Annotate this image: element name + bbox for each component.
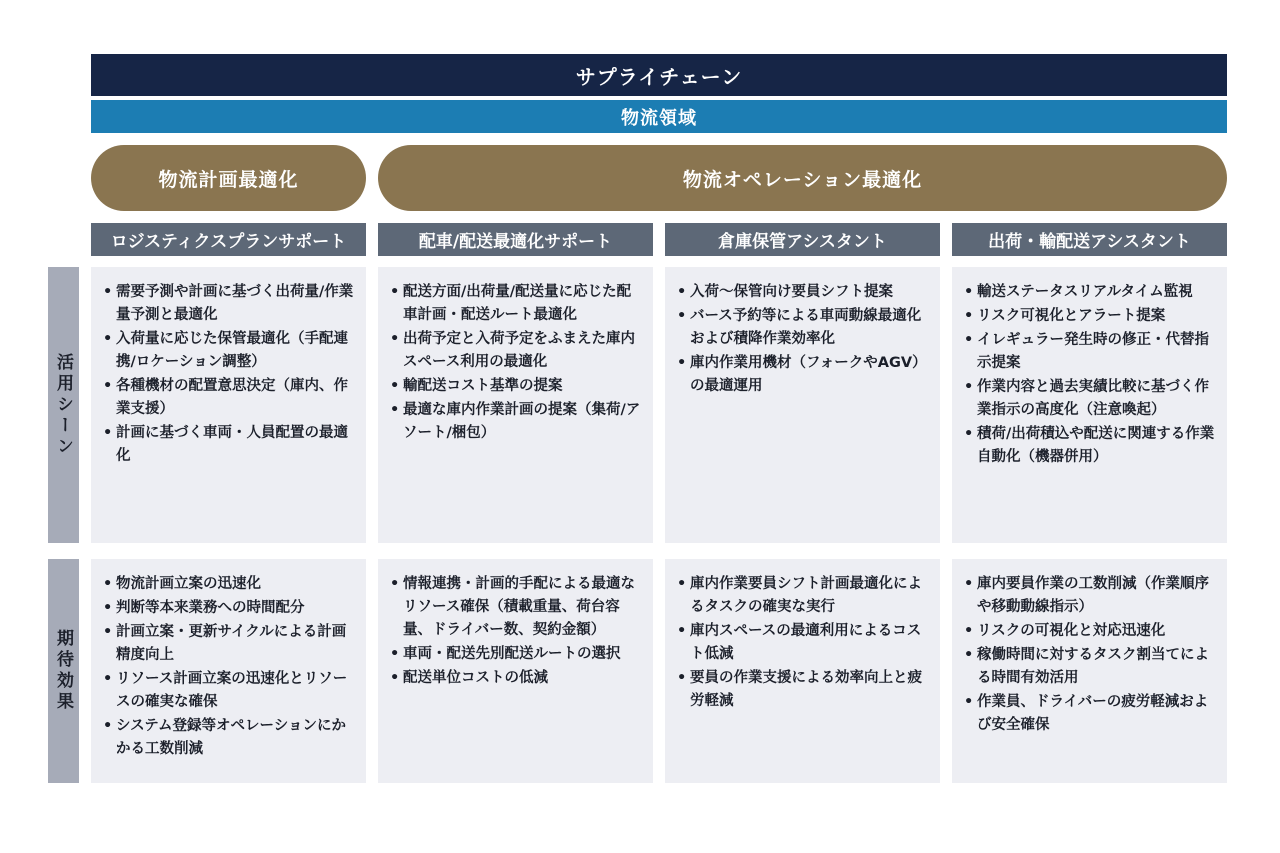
category-operation-optimization: 物流オペレーション最適化 <box>378 145 1227 211</box>
bullet-list <box>677 281 930 398</box>
bullet-item: • 積荷/出荷積込や配送に関連する作業自動化（機器併用） <box>964 423 1217 469</box>
bullet-item: • 入荷〜保管向け要員シフト提案 <box>677 281 930 304</box>
bullet-item: • 計画に基づく車両・人員配置の最適化 <box>103 422 356 468</box>
bullet-item: • 各種機材の配置意思決定（庫内、作業支援） <box>103 375 356 421</box>
bullet-item: • 物流計画立案の迅速化 <box>103 573 356 596</box>
bullet-item: • 庫内スペースの最適利用によるコスト低減 <box>677 620 930 666</box>
bullet-list <box>390 573 643 690</box>
bullet-item: • 車両・配送先別配送ルートの選択 <box>390 643 643 666</box>
logistics-domain-band: 物流領域 <box>91 100 1227 133</box>
cell-use-scenes-logistics-plan <box>91 267 366 543</box>
bullet-item: • システム登録等オペレーションにかかる工数削減 <box>103 715 356 761</box>
column-header-warehouse-storage-assistant: 倉庫保管アシスタント <box>665 223 940 256</box>
bullet-item: • リスクの可視化と対応迅速化 <box>964 620 1217 643</box>
cell-expected-effects-shipping-delivery <box>952 559 1227 783</box>
column-header-shipping-delivery-assistant: 出荷・輸配送アシスタント <box>952 223 1227 256</box>
cell-use-scenes-shipping-delivery <box>952 267 1227 543</box>
bullet-list <box>103 573 356 761</box>
cell-expected-effects-warehouse-storage <box>665 559 940 783</box>
cell-use-scenes-warehouse-storage <box>665 267 940 543</box>
bullet-item: • 作業内容と過去実績比較に基づく作業指示の高度化（注意喚起） <box>964 376 1217 422</box>
bullet-item: • 情報連携・計画的手配による最適なリソース確保（積載重量、荷台容量、ドライバー数、契約金額） <box>390 573 643 642</box>
bullet-item: • 作業員、ドライバーの疲労軽減および安全確保 <box>964 691 1217 737</box>
bullet-list <box>677 573 930 713</box>
bullet-item: • 配送方面/出荷量/配送量に応じた配車計画・配送ルート最適化 <box>390 281 643 327</box>
bullet-list <box>964 281 1217 469</box>
bullet-item: • 輸配送コスト基準の提案 <box>390 375 643 398</box>
bullet-item: • 要員の作業支援による効率向上と疲労軽減 <box>677 667 930 713</box>
bullet-item: • 入荷量に応じた保管最適化（手配連携/ロケーション調整） <box>103 328 356 374</box>
bullet-list <box>964 573 1217 737</box>
bullet-item: • 計画立案・更新サイクルによる計画精度向上 <box>103 621 356 667</box>
bullet-item: • 輸送ステータスリアルタイム監視 <box>964 281 1217 304</box>
row-label-expected-effects: 期待効果 <box>48 559 79 783</box>
bullet-item: • 判断等本来業務への時間配分 <box>103 597 356 620</box>
bullet-list <box>390 281 643 445</box>
bullet-list <box>103 281 356 468</box>
bullet-item: • リソース計画立案の迅速化とリソースの確実な確保 <box>103 668 356 714</box>
bullet-item: • イレギュラー発生時の修正・代替指示提案 <box>964 329 1217 375</box>
bullet-item: • 庫内作業要員シフト計画最適化によるタスクの確実な実行 <box>677 573 930 619</box>
bullet-item: • リスク可視化とアラート提案 <box>964 305 1217 328</box>
row-label-use-scenes: 活用シーン <box>48 267 79 543</box>
bullet-item: • 庫内作業用機材（フォークやAGV）の最適運用 <box>677 352 930 398</box>
bullet-item: • 庫内要員作業の工数削減（作業順序や移動動線指示） <box>964 573 1217 619</box>
bullet-item: • 出荷予定と入荷予定をふまえた庫内スペース利用の最適化 <box>390 328 643 374</box>
cell-expected-effects-dispatch-delivery <box>378 559 653 783</box>
cell-expected-effects-logistics-plan <box>91 559 366 783</box>
bullet-item: • バース予約等による車両動線最適化および積降作業効率化 <box>677 305 930 351</box>
bullet-item: • 稼働時間に対するタスク割当てによる時間有効活用 <box>964 644 1217 690</box>
bullet-item: • 需要予測や計画に基づく出荷量/作業量予測と最適化 <box>103 281 356 327</box>
category-planning-optimization: 物流計画最適化 <box>91 145 366 211</box>
column-header-logistics-plan-support: ロジスティクスプランサポート <box>91 223 366 256</box>
bullet-item: • 最適な庫内作業計画の提案（集荷/アソート/梱包） <box>390 399 643 445</box>
bullet-item: • 配送単位コストの低減 <box>390 667 643 690</box>
column-header-dispatch-delivery-support: 配車/配送最適化サポート <box>378 223 653 256</box>
cell-use-scenes-dispatch-delivery <box>378 267 653 543</box>
supply-chain-band: サプライチェーン <box>91 54 1227 96</box>
